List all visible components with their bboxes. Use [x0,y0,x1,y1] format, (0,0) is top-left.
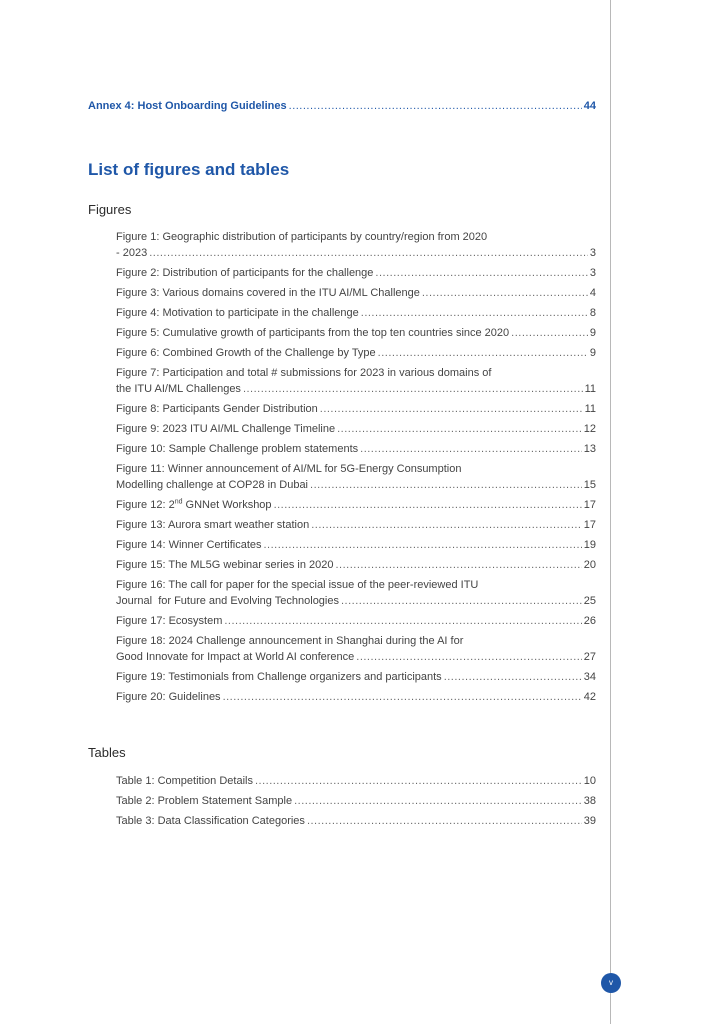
dot-leader [289,100,582,112]
toc-entry-page: 20 [583,559,596,571]
page-title: List of figures and tables [88,160,290,179]
toc-entry[interactable] [116,773,596,789]
dot-leader [360,441,582,457]
toc-entry[interactable] [116,229,596,261]
toc-entry-label: Figure 9: 2023 ITU AI/ML Challenge Timeline [116,423,336,435]
toc-entry-label-part: GNNet Workshop [182,499,272,511]
toc-entry[interactable] [116,265,596,281]
toc-entry-label: Figure 15: The ML5G webinar series in 2020 [116,559,334,571]
toc-entry-label: Figure 10: Sample Challenge problem statements [116,443,359,455]
toc-entry-page: 3 [589,247,596,259]
toc-entry-label [116,497,272,513]
dot-leader [307,813,582,829]
dot-leader [356,649,581,665]
toc-entry-page: 3 [589,267,596,279]
toc-entry-label: Figure 13: Aurora smart weather station [116,519,310,531]
toc-entry[interactable] [116,633,596,665]
toc-entry-page: 8 [589,307,596,319]
toc-entry-label: Figure 19: Testimonials from Challenge organizers and participants [116,671,442,683]
toc-entry-page: 19 [583,539,596,551]
dot-leader [378,345,588,361]
toc-entry-label: Annex 4: Host Onboarding Guidelines [88,100,287,112]
toc-entry-label-continued: Good Innovate for Impact at World AI conference [116,651,355,663]
toc-entry-label: Figure 4: Motivation to participate in the challenge [116,307,359,319]
toc-entry-page: 27 [583,651,596,663]
toc-entry-label-continued: - 2023 [116,247,148,259]
toc-entry-label: Table 3: Data Classification Categories [116,815,305,827]
toc-entry-page: 25 [583,595,596,607]
toc-entry-label-continued: Modelling challenge at COP28 in Dubai [116,479,309,491]
toc-entry-page: 26 [583,615,596,627]
toc-entry[interactable] [116,325,596,341]
toc-entry[interactable] [116,537,596,553]
dot-leader [294,793,582,809]
toc-entry-page: 15 [583,479,596,491]
ordinal-suffix: nd [174,498,183,506]
toc-entry-label: Figure 8: Participants Gender Distribution [116,403,318,415]
toc-entry[interactable] [116,461,596,493]
toc-entry[interactable] [116,421,596,437]
toc-entry-page: 17 [583,499,596,511]
toc-entry[interactable] [116,577,596,609]
dot-leader [422,285,588,301]
toc-entry-page: 11 [584,383,596,395]
dot-leader [375,265,587,281]
dot-leader [511,325,588,341]
dot-leader [320,401,583,417]
dot-leader [274,497,582,513]
toc-entry[interactable] [116,613,596,629]
toc-entry-label: Figure 18: 2024 Challenge announcement in Shanghai during the AI for [116,635,464,647]
page-number-badge: v [601,973,621,993]
dot-leader [335,557,581,573]
toc-entry-page: 34 [583,671,596,683]
toc-entry-label: Figure 11: Winner announcement of AI/ML for 5G-Energy Consumption [116,463,462,475]
toc-entry[interactable] [116,669,596,685]
toc-entry-page: 38 [583,795,596,807]
toc-entry-label: Figure 2: Distribution of participants for the challenge [116,267,374,279]
toc-entry-page: 9 [589,327,596,339]
toc-entry-label: Figure 3: Various domains covered in the ITU AI/ML Challenge [116,287,420,299]
dot-leader [444,669,582,685]
toc-entry-label-continued: the ITU AI/ML Challenges [116,383,241,395]
dot-leader [224,613,581,629]
toc-entry-label: Table 2: Problem Statement Sample [116,795,293,807]
toc-entry-page: 13 [583,443,596,455]
toc-entry-label: Figure 14: Winner Certificates [116,539,262,551]
toc-entry-page: 10 [583,775,596,787]
toc-entry-page: 11 [584,403,596,415]
dot-leader [243,381,583,397]
toc-entry-page: 42 [583,691,596,703]
toc-entry-label: Figure 17: Ecosystem [116,615,223,627]
toc-entry-label: Table 1: Competition Details [116,775,253,787]
toc-entry-label: Figure 16: The call for paper for the special issue of the peer-reviewed ITU [116,579,479,591]
toc-entry-page: 12 [583,423,596,435]
toc-entry[interactable] [116,365,596,397]
toc-entry[interactable] [116,689,596,705]
dot-leader [264,537,582,553]
dot-leader [337,421,582,437]
toc-entry-page: 39 [583,815,596,827]
toc-entry-page: 4 [589,287,596,299]
toc-entry-label: Figure 7: Participation and total # submissions for 2023 in various domains of [116,367,492,379]
toc-entry-page: 44 [583,100,596,112]
dot-leader [310,477,582,493]
toc-entry[interactable] [116,497,596,513]
dot-leader [255,773,582,789]
figures-heading: Figures [88,202,132,217]
toc-entry-annex-4[interactable] [88,100,596,112]
toc-entry[interactable] [116,345,596,361]
toc-entry[interactable] [116,813,596,829]
toc-entry[interactable] [116,441,596,457]
page-margin-rule [610,0,611,1024]
toc-entry-label-continued: Journal for Future and Evolving Technologies [116,595,339,607]
dot-leader [149,245,588,261]
toc-entry-label: Figure 5: Cumulative growth of participants from the top ten countries since 2020 [116,327,510,339]
tables-list [116,773,596,833]
toc-entry-label: Figure 20: Guidelines [116,691,221,703]
toc-entry[interactable] [116,401,596,417]
dot-leader [311,517,582,533]
dot-leader [223,689,582,705]
toc-entry[interactable] [116,305,596,321]
toc-entry[interactable] [116,285,596,301]
toc-entry[interactable] [116,557,596,573]
toc-entry-label: Figure 6: Combined Growth of the Challenge by Type [116,347,376,359]
dot-leader [341,593,582,609]
toc-entry-page: 17 [583,519,596,531]
toc-entry-page: 9 [589,347,596,359]
toc-entry-label: Figure 1: Geographic distribution of participants by country/region from 2020 [116,231,488,243]
toc-entry-label-part: Figure 12: 2 [116,499,175,511]
dot-leader [361,305,588,321]
toc-entry[interactable] [116,517,596,533]
tables-heading: Tables [88,745,126,760]
toc-entry[interactable] [116,793,596,809]
figures-list [116,229,596,709]
